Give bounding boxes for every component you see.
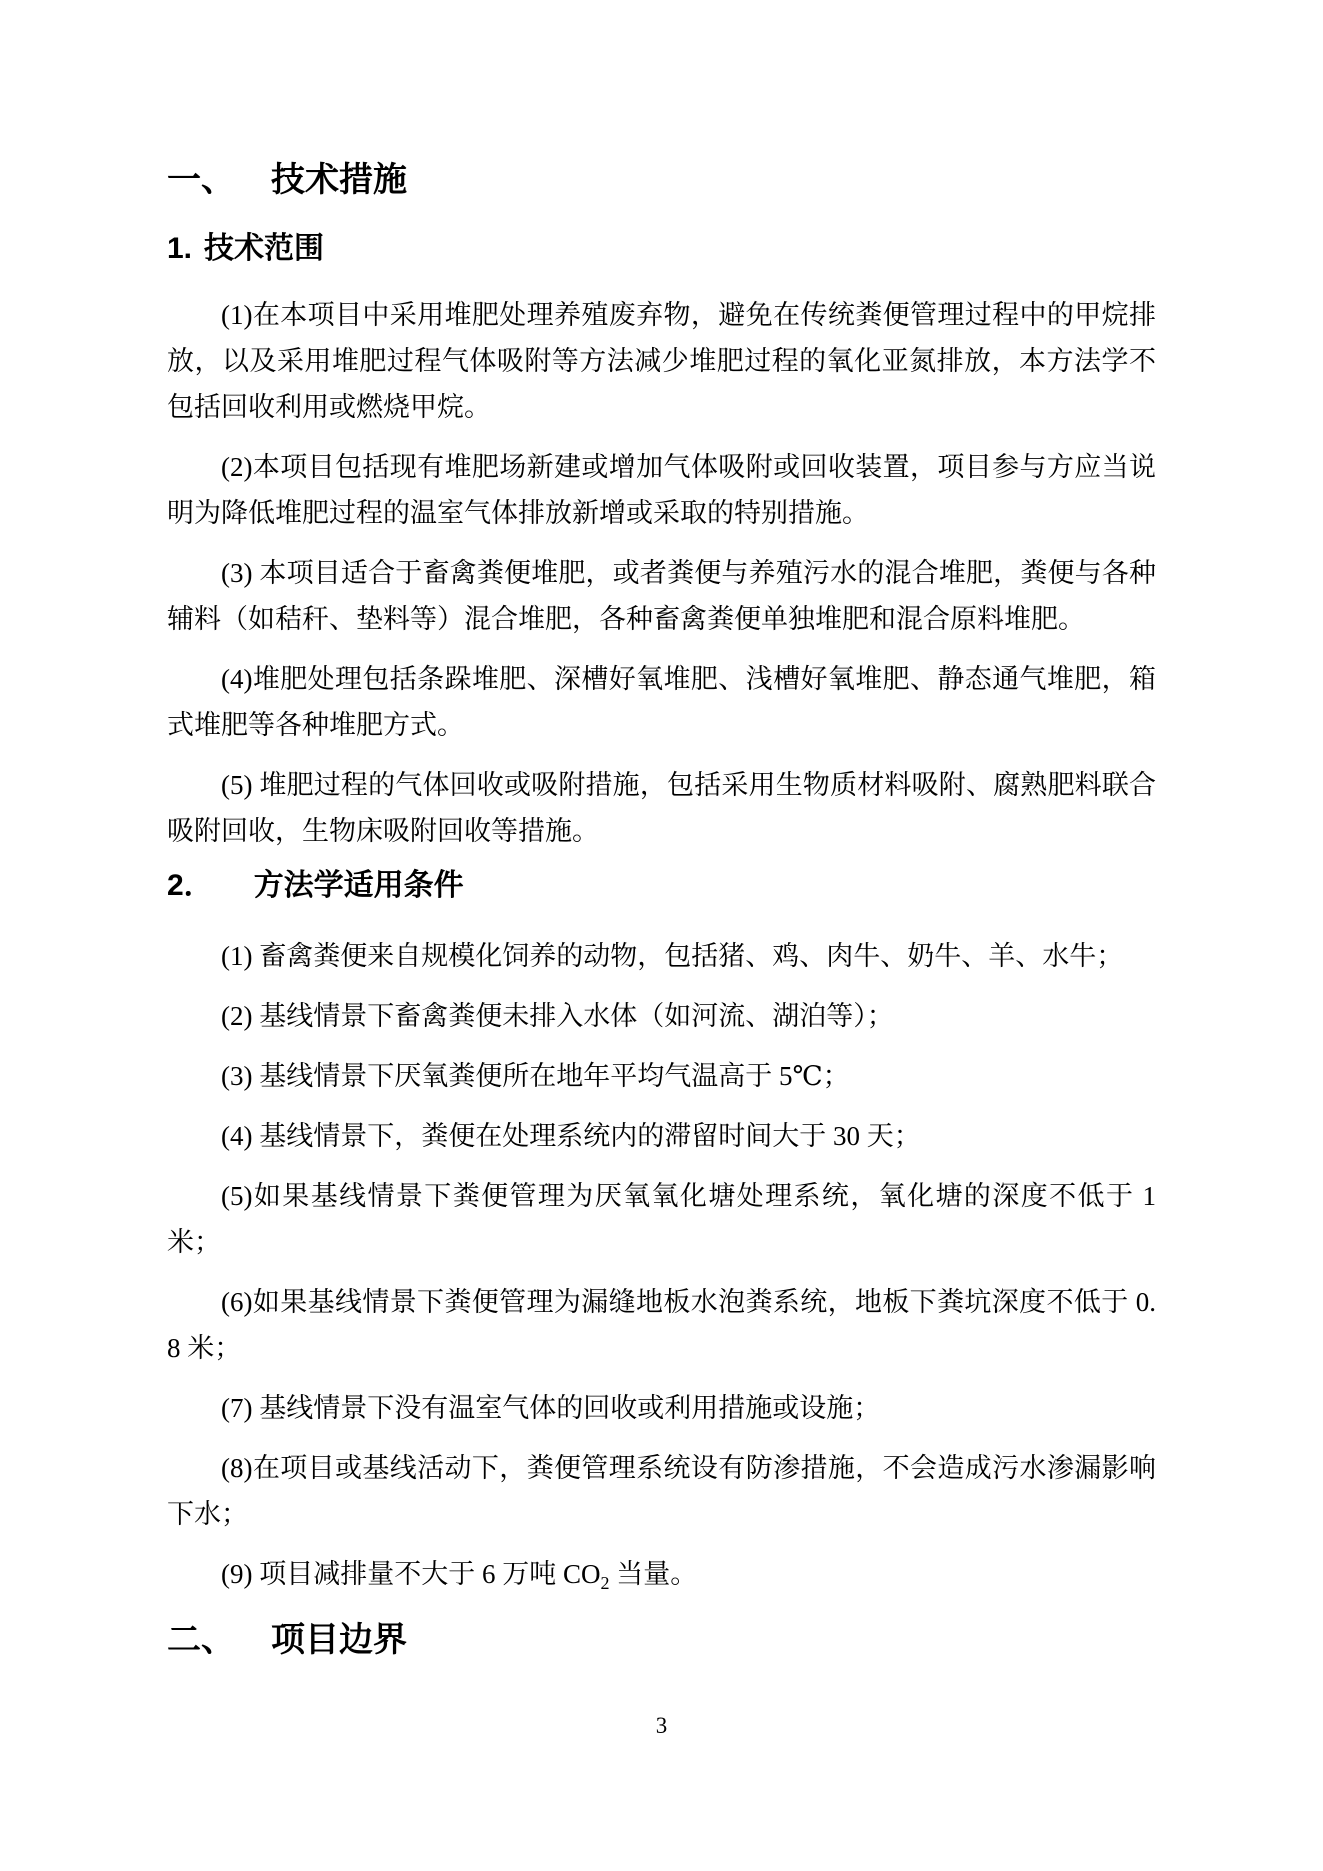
item9-text-end: 当量。 (609, 1559, 698, 1589)
section-two-heading (167, 1620, 1156, 1661)
paragraph-3: (3) 本项目适合于畜禽粪便堆肥，或者粪便与养殖污水的混合堆肥，粪便与各种辅料（如秸秆、垫料等）混合堆肥，各种畜禽粪便单独堆肥和混合原料堆肥。 (167, 558, 1156, 634)
condition-item-5: (5)如果基线情景下粪便管理为厌氧氧化塘处理系统，氧化塘的深度不低于 1 米； (167, 1181, 1156, 1257)
condition-item-8: (8)在项目或基线活动下，粪便管理系统设有防渗措施，不会造成污水渗漏影响下水； (167, 1453, 1156, 1529)
heading-label: 技术措施 (271, 161, 407, 199)
paragraph-4: (4)堆肥处理包括条跺堆肥、深槽好氧堆肥、浅槽好氧堆肥、静态通气堆肥，箱式堆肥等各种堆肥方式。 (167, 664, 1156, 740)
condition-item-4: (4) 基线情景下，粪便在处理系统内的滞留时间大于 30 天； (221, 1121, 921, 1151)
paragraph-2: (2)本项目包括现有堆肥场新建或增加气体吸附或回收装置，项目参与方应当说明为降低堆肥过程的温室气体排放新增或采取的特别措施。 (167, 452, 1156, 528)
heading-number: 二、 (167, 1621, 235, 1659)
condition-item-1: (1) 畜禽粪便来自规模化饲养的动物，包括猪、鸡、肉牛、奶牛、羊、水牛； (221, 941, 1124, 971)
paragraph-5: (5) 堆肥过程的气体回收或吸附措施，包括采用生物质材料吸附、腐熟肥料联合吸附回收，生物床吸附回收等措施。 (167, 770, 1156, 846)
condition-item-7: (7) 基线情景下没有温室气体的回收或利用措施或设施； (221, 1393, 881, 1423)
condition-item-6: (6)如果基线情景下粪便管理为漏缝地板水泡粪系统，地板下粪坑深度不低于 0.8 米； (167, 1287, 1156, 1363)
heading-number: 2． (167, 869, 214, 902)
subsection-1-heading (167, 231, 1156, 267)
heading-number: 一、 (167, 161, 235, 199)
co2-subscript: 2 (600, 1573, 610, 1593)
heading-label: 项目边界 (271, 1621, 407, 1659)
item9-text: (9) 项目减排量不大于 6 万吨 CO (221, 1559, 601, 1589)
subsection-2-heading (167, 868, 1156, 904)
condition-item-9 (167, 1551, 1156, 1606)
section-one-heading (167, 160, 1156, 201)
heading-label: 技术范围 (204, 232, 325, 265)
heading-label: 方法学适用条件 (253, 869, 464, 902)
condition-item-2: (2) 基线情景下畜禽粪便未排入水体（如河流、湖泊等）； (221, 1001, 894, 1031)
paragraph-1: (1)在本项目中采用堆肥处理养殖废弃物，避免在传统粪便管理过程中的甲烷排放，以及采用堆肥过程气体吸附等方法减少堆肥过程的氧化亚氮排放，本方法学不包括回收利用或燃烧甲烷。 (167, 300, 1156, 422)
page-number: 3 (655, 1713, 668, 1738)
condition-item-3: (3) 基线情景下厌氧粪便所在地年平均气温高于 5℃； (221, 1061, 850, 1091)
heading-number: 1. (167, 232, 193, 265)
